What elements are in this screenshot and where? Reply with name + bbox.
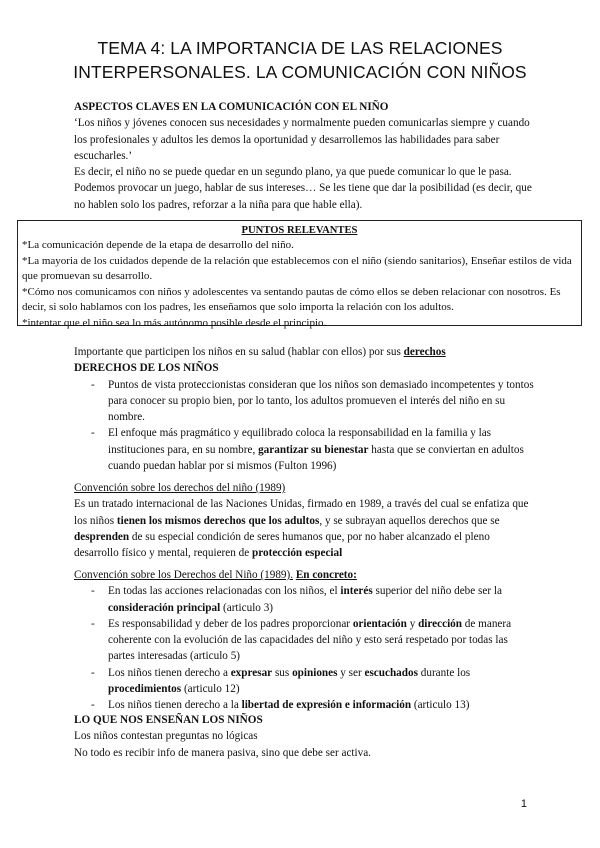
aspectos-paragraph: Es decir, el niño no se puede quedar en un segundo plano, ya que puede comunicar lo que le pasa. Podemos provocar un juego, hablar de sus intereses… Se les tiene que dar la posibilidad (es decir, que no hablen solo los padres, reforzar a la niña para que hable ella). [74, 166, 532, 211]
page-title [60, 36, 540, 84]
bold-text: desprenden [74, 530, 130, 543]
t: durante los [417, 666, 471, 679]
t: (articulo 12) [181, 683, 240, 696]
convencion-section-2 [74, 567, 536, 714]
t: superior del niño debe ser la [372, 585, 502, 598]
text: de su especial condición de seres humanos que, por no haber alcanzado el pleno desarrollo físico y mental, requieren de [74, 530, 490, 560]
ensenan-line-1: Los niños contestan preguntas no lógicas [74, 730, 258, 743]
list-item [91, 616, 536, 665]
title-line-1: TEMA 4: LA IMPORTANCIA DE LAS RELACIONES [97, 38, 503, 58]
b: consideración principal [108, 601, 221, 614]
t: Los niños tienen derecho a la [108, 699, 242, 712]
t: Los niños tienen derecho a [108, 666, 231, 679]
text: Es un tratado internacional de las Naciones Unidas, firmado en 1989, a través del cual se enfatiza que los niños [74, 498, 529, 527]
t: y ser [337, 666, 365, 679]
b: escuchados [364, 666, 418, 679]
derechos-intro-text: Importante que participen los niños en su salud (hablar con ellos) por sus [74, 346, 404, 358]
convencion-paragraph [74, 496, 536, 561]
b: orientación [352, 617, 407, 630]
convencion-heading: Convención sobre los derechos del niño (1989) [74, 482, 286, 494]
t: Es responsabilidad y deber de los padres proporcionar [108, 617, 353, 630]
ensenan-section [74, 712, 536, 761]
aspectos-section [74, 99, 536, 213]
b: expresar [230, 666, 273, 679]
convencion-section-1 [74, 480, 536, 561]
heading-bold: En concreto: [295, 569, 357, 581]
derechos-link: derechos [403, 346, 446, 358]
item-text: hasta que se conviertan en adultos cuando puedan hablar por si mismos (Fulton 1996) [108, 443, 524, 473]
ensenan-line-2: No todo es recibir info de manera pasiva, sino que debe ser activa. [74, 746, 371, 759]
aspectos-quote: ‘Los niños y jóvenes conocen sus necesidades y normalmente pueden comunicarlas siempre y cuando los profesionales y adultos les demos la oportunidad y desarrollemos las habilidades para saber escucharles.’ [74, 117, 530, 162]
box-item: *Cómo nos comunicamos con niños y adolescentes va sentando pautas de cómo ellos se deben relacionar con nosotros. Es decir, si solo hablamos con los padres, les enseñamos que solo importa la relación con los adultos. [22, 285, 561, 314]
b: opiniones [292, 666, 338, 679]
b: libertad de expresión e información [241, 699, 412, 712]
t: de manera coherente con la evolución de las capacidades del niño y esto será respetado por todas las partes interesadas (articulo 5) [108, 617, 512, 663]
b: interés [340, 585, 373, 598]
t: sus [272, 666, 293, 679]
bold-text: protección especial [252, 547, 343, 560]
heading-text: Convención sobre los Derechos del Niño (1989). [74, 569, 294, 581]
b: dirección [418, 617, 462, 630]
list-item [91, 583, 536, 616]
b: procedimientos [108, 683, 182, 696]
derechos-section [74, 344, 536, 474]
title-line-2: INTERPERSONALES. LA COMUNICACIÓN CON NIÑOS [73, 62, 527, 82]
derechos-intro [74, 344, 536, 360]
box-item: *La mayoria de los cuidados depende de la relación que establecemos con el niño (siendo sanitarios), Enseñar estilos de vida que promuevan su desarrollo. [22, 254, 572, 283]
list-item [91, 425, 536, 474]
bold-text: tienen los mismos derechos que los adultos [116, 514, 320, 527]
box-title: PUNTOS RELEVANTES [241, 225, 358, 236]
convencion2-heading [74, 567, 536, 583]
page-number: 1 [520, 798, 527, 810]
box-item: *La comunicación depende de la etapa de desarrollo del niño. [22, 239, 294, 251]
box-item: *intentar que el niño sea lo más autónomo posible desde el principio. [22, 316, 327, 329]
t: (articulo 13) [411, 699, 470, 712]
item-bold: garantizar su bienestar [258, 443, 369, 456]
aspectos-heading: ASPECTOS CLAVES EN LA COMUNICACIÓN CON EL NIÑO [74, 101, 389, 113]
t: y [406, 617, 419, 630]
list-item: - Puntos de vista proteccionistas consideran que los niños son demasiado incompetentes y tontos para conocer su propio bien, por lo tanto, los adultos promueven el interés del niño en su nombre. [91, 377, 536, 426]
ensenan-heading: LO QUE NOS ENSEÑAN LOS NIÑOS [74, 714, 263, 726]
derechos-list [91, 377, 536, 475]
list-item [91, 665, 536, 698]
t: En todas las acciones relacionadas con los niños, el [108, 585, 341, 598]
puntos-relevantes-box [17, 220, 582, 329]
text: , y se subrayan aquellos derechos que se [319, 514, 500, 527]
item-text: El enfoque más pragmático y equilibrado coloca la responsabilidad en la familia y las instituciones para, en su nombre, [108, 427, 492, 456]
t: (articulo 3) [220, 601, 274, 614]
derechos-heading: DERECHOS DE LOS NIÑOS [74, 362, 219, 375]
convencion2-list [91, 583, 536, 713]
